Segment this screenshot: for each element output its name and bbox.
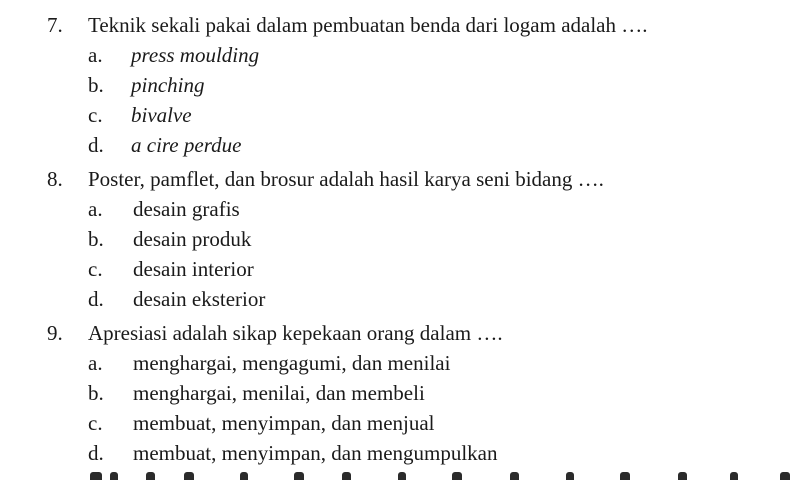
question-line — [0, 318, 800, 348]
option-letter: a. — [88, 351, 103, 375]
option-text: desain grafis — [133, 197, 240, 221]
option-d — [0, 438, 800, 468]
option-c — [0, 254, 800, 284]
option-a — [0, 348, 800, 378]
option-text: press moulding — [131, 43, 260, 67]
question-9 — [0, 318, 800, 468]
option-a — [0, 194, 800, 224]
option-letter: c. — [88, 257, 103, 281]
question-8 — [0, 164, 800, 314]
option-text: menghargai, mengagumi, dan menilai — [133, 351, 451, 375]
option-text: pinching — [131, 73, 205, 97]
truncated-next-line — [80, 472, 800, 480]
option-letter: b. — [88, 73, 104, 97]
question-number: 8. — [47, 167, 63, 191]
option-a — [0, 40, 800, 70]
question-text: Teknik sekali pakai dalam pembuatan benda dari logam adalah …. — [88, 13, 648, 37]
option-b — [0, 378, 800, 408]
option-c — [0, 408, 800, 438]
option-text: membuat, menyimpan, dan mengumpulkan — [133, 441, 498, 465]
question-7 — [0, 10, 800, 160]
question-text: Apresiasi adalah sikap kepekaan orang dalam …. — [88, 321, 503, 345]
option-letter: b. — [88, 381, 104, 405]
option-text: a cire perdue — [131, 133, 242, 157]
option-letter: d. — [88, 441, 104, 465]
option-letter: a. — [88, 197, 103, 221]
question-line — [0, 164, 800, 194]
option-c — [0, 100, 800, 130]
option-text: desain produk — [133, 227, 252, 251]
option-d — [0, 284, 800, 314]
option-text: desain eksterior — [133, 287, 266, 311]
question-line — [0, 10, 800, 40]
option-text: membuat, menyimpan, dan menjual — [133, 411, 435, 435]
option-text: menghargai, menilai, dan membeli — [133, 381, 425, 405]
option-letter: c. — [88, 103, 103, 127]
question-text: Poster, pamflet, dan brosur adalah hasil karya seni bidang …. — [88, 167, 604, 191]
option-d — [0, 130, 800, 160]
option-text: desain interior — [133, 257, 254, 281]
option-b — [0, 70, 800, 100]
option-text: bivalve — [131, 103, 192, 127]
question-number: 9. — [47, 321, 63, 345]
option-letter: c. — [88, 411, 103, 435]
option-letter: a. — [88, 43, 103, 67]
option-letter: d. — [88, 133, 104, 157]
option-letter: d. — [88, 287, 104, 311]
option-b — [0, 224, 800, 254]
option-letter: b. — [88, 227, 104, 251]
question-number: 7. — [47, 13, 63, 37]
